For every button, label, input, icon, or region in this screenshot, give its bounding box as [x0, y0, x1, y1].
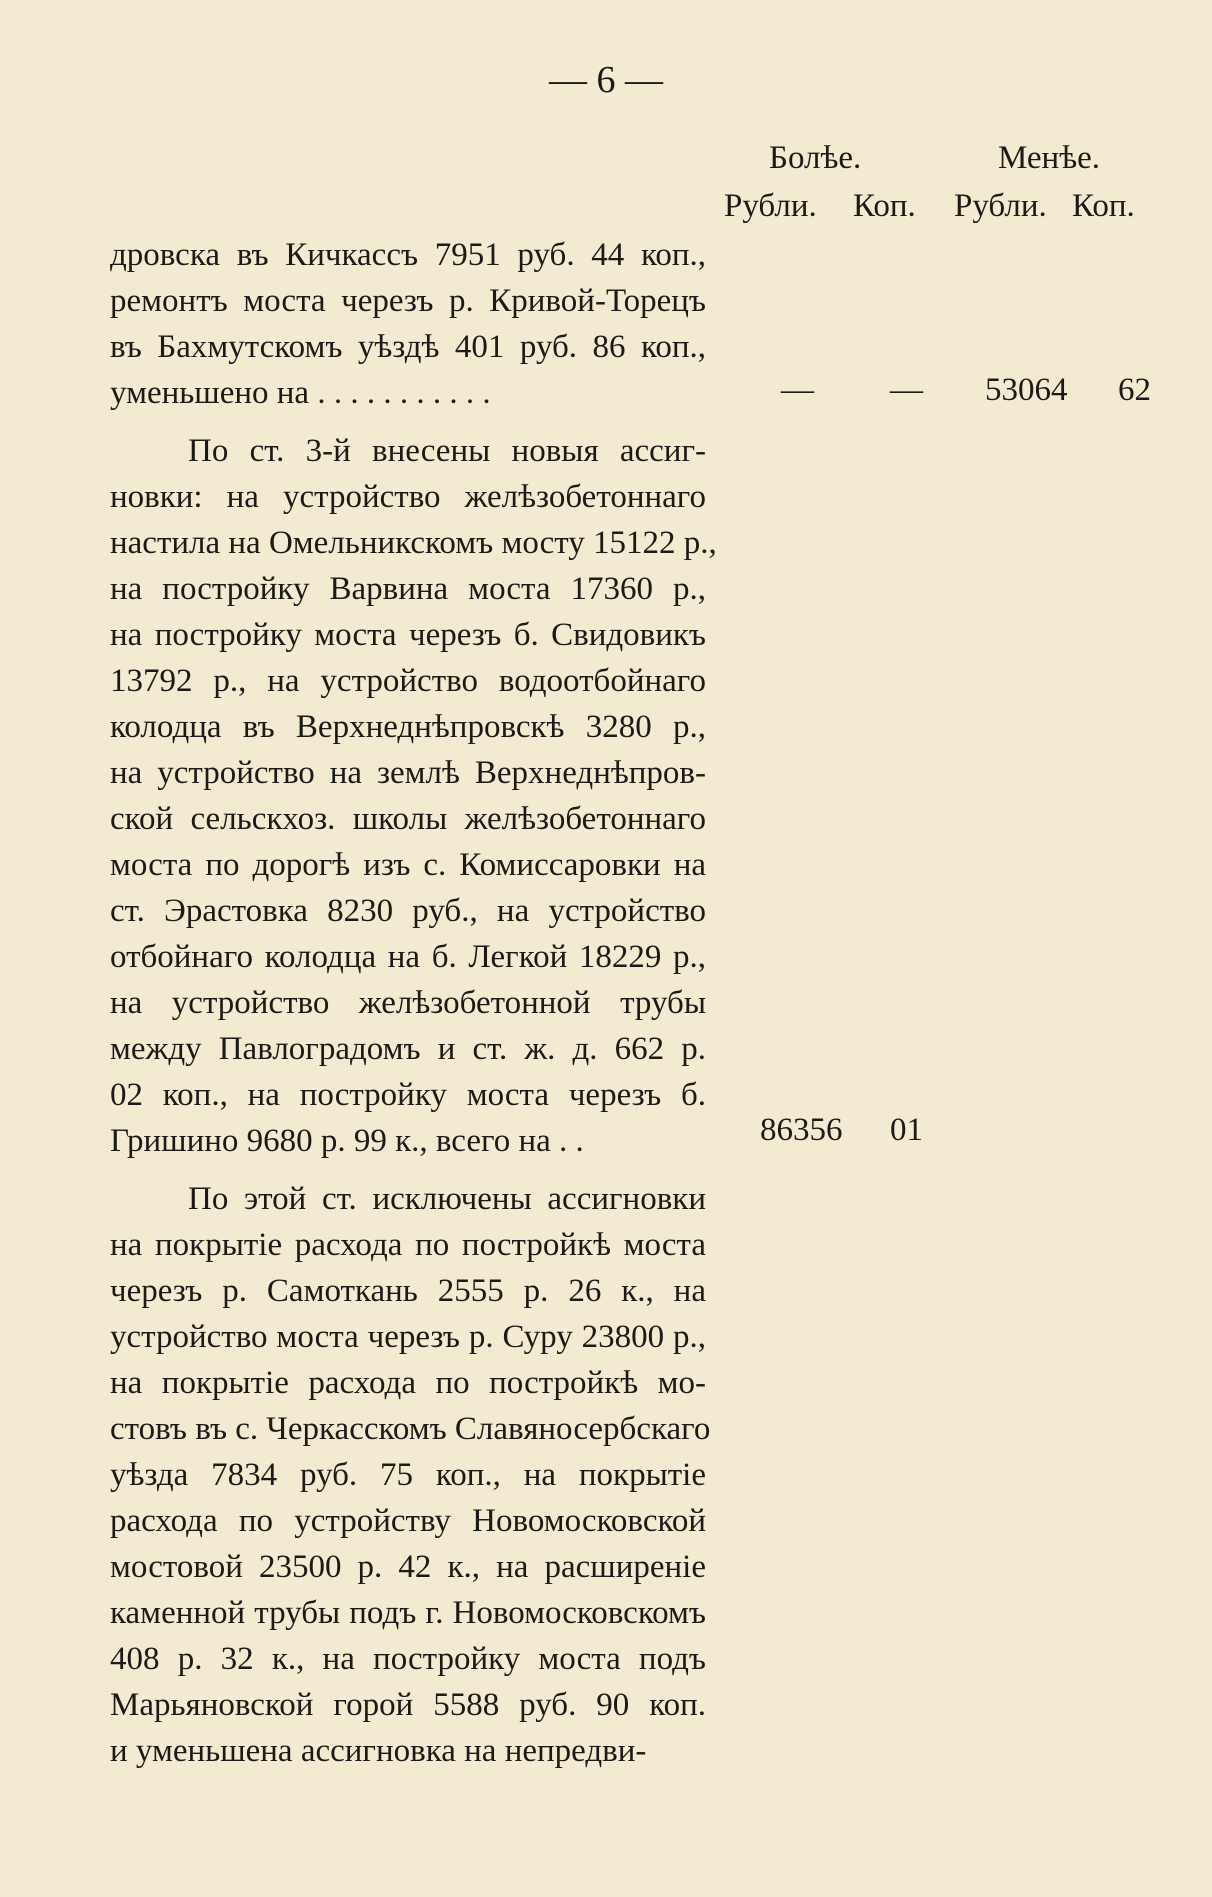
- page-number: — 6 —: [549, 59, 663, 101]
- text-line: 02 коп., на постройку моста черезъ б.: [110, 1077, 706, 1113]
- column-header-rubles-more: Рубли.: [724, 188, 817, 224]
- text-line: 13792 р., на устройство водоотбойнаго: [110, 663, 706, 699]
- text-line: ской сельскхоз. школы желѣзобетоннаго: [110, 801, 706, 837]
- text-line: на устройство на землѣ Верхнеднѣпров-: [110, 755, 706, 791]
- column-header-rubles-less: Рубли.: [954, 188, 1047, 224]
- text-line: По этой ст. исключены ассигновки: [188, 1181, 706, 1217]
- text-line: ст. Эрастовка 8230 руб., на устройство: [110, 893, 706, 929]
- text-line: новки: на устройство желѣзобетоннаго: [110, 479, 706, 515]
- text-line: дровска въ Кичкассъ 7951 руб. 44 коп.,: [110, 237, 706, 273]
- paragraph-2: [110, 428, 717, 1164]
- text-line: и уменьшена ассигновка на непредви-: [110, 1733, 647, 1769]
- text-line: между Павлоградомъ и ст. ж. д. 662 р.: [110, 1031, 706, 1067]
- amount-total-more-rubles: 86356: [760, 1112, 843, 1148]
- paragraph-3: [110, 1176, 711, 1774]
- column-header-kopecks-more: Коп.: [853, 188, 916, 224]
- body-text: [110, 232, 717, 1774]
- text-line: уѣзда 7834 руб. 75 коп., на покрытіе: [110, 1457, 706, 1493]
- text-line: настила на Омельникскомъ мосту 15122 р.,: [110, 525, 717, 561]
- text-line: стовъ въ с. Черкасскомъ Славяносербскаго: [110, 1411, 711, 1447]
- column-header-less: Менѣе.: [998, 140, 1101, 176]
- text-line: 408 р. 32 к., на постройку моста подъ: [110, 1641, 706, 1677]
- amount-less-kopecks: 62: [1118, 372, 1151, 408]
- text-line: По ст. 3-й внесены новыя ассиг-: [188, 433, 706, 469]
- text-line: на постройку Варвина моста 17360 р.,: [110, 571, 706, 607]
- text-line: Марьяновской горой 5588 руб. 90 коп.: [110, 1687, 706, 1723]
- text-line: отбойнаго колодца на б. Легкой 18229 р.,: [110, 939, 706, 975]
- text-line: въ Бахмутскомъ уѣздѣ 401 руб. 86 коп.,: [110, 329, 706, 365]
- amount-total-more-kopecks: 01: [890, 1112, 923, 1148]
- text-line: на покрытіе расхода по постройкѣ мо-: [110, 1365, 706, 1401]
- amount-less-rubles: 53064: [985, 372, 1068, 408]
- amount-more-rubles: —: [781, 372, 814, 408]
- amount-more-kopecks: —: [890, 372, 923, 408]
- text-line: ремонтъ моста черезъ р. Кривой-Торецъ: [110, 283, 706, 319]
- text-line: колодца въ Верхнеднѣпровскѣ 3280 р.,: [110, 709, 706, 745]
- text-line: Гришино 9680 р. 99 к., всего на . .: [110, 1123, 584, 1159]
- text-line: на устройство желѣзобетонной трубы: [110, 985, 706, 1021]
- text-line: на покрытіе расхода по постройкѣ моста: [110, 1227, 706, 1263]
- text-line: моста по дорогѣ изъ с. Комиссаровки на: [110, 847, 706, 883]
- text-line: каменной трубы подъ г. Новомосковскомъ: [110, 1595, 706, 1631]
- text-line: черезъ р. Самоткань 2555 р. 26 к., на: [110, 1273, 706, 1309]
- column-header-more: Болѣе.: [769, 140, 862, 176]
- text-line: мостовой 23500 р. 42 к., на расширеніе: [110, 1549, 706, 1585]
- text-line: устройство моста черезъ р. Суру 23800 р.,: [110, 1319, 706, 1355]
- text-line: на постройку моста черезъ б. Свидовикъ: [110, 617, 706, 653]
- paragraph-1: [110, 232, 706, 416]
- column-header-kopecks-less: Коп.: [1072, 188, 1135, 224]
- text-line: расхода по устройству Новомосковской: [110, 1503, 706, 1539]
- text-line: уменьшено на . . . . . . . . . . .: [110, 375, 491, 411]
